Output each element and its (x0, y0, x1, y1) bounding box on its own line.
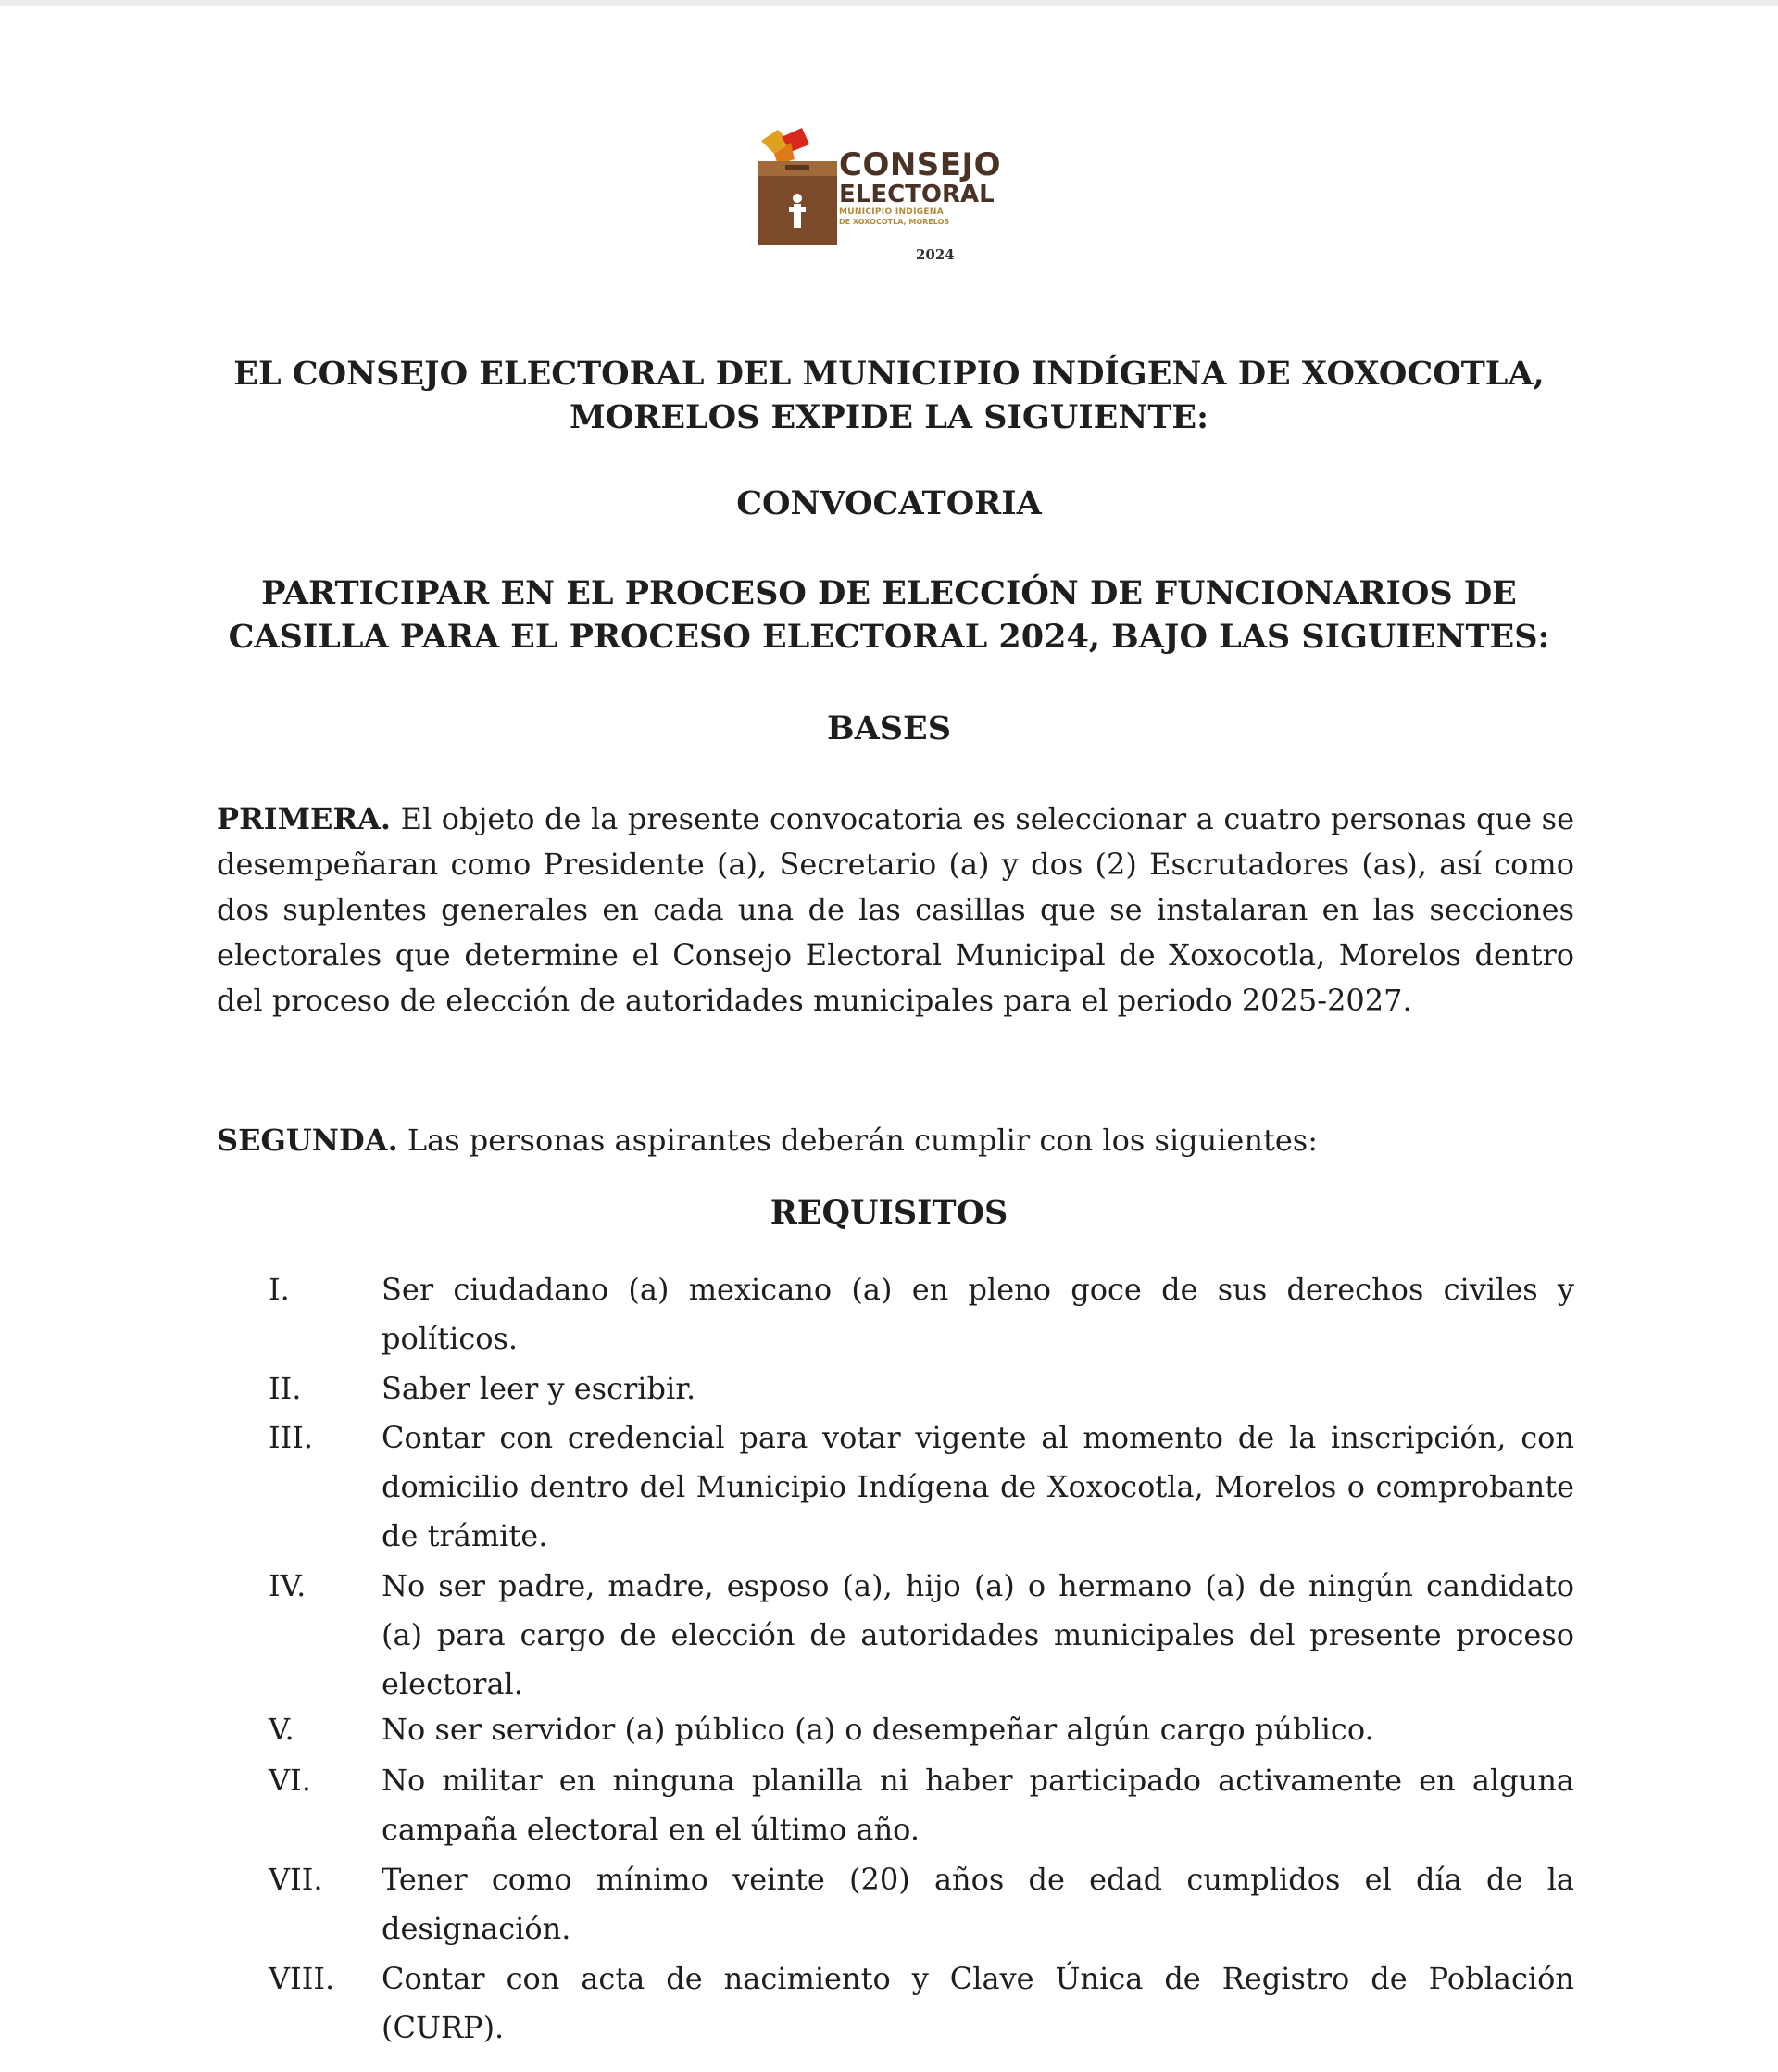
primera-text: El objeto de la presente convocatoria es seleccionar a cuatro personas que se desempeñaran como Presidente (a), Secretario (a) y dos (2) Escrutadores (as), así como dos suplentes generales en cada una de las casillas que se instalaran en las secciones electorales que determine el Consejo Electoral Municipal de Xoxocotla, Morelos dentro del proceso de elección de autoridades municipales para el periodo 2025-2027. (217, 801, 1575, 1018)
segunda-text: Las personas aspirantes deberán cumplir con los siguientes: (407, 1123, 1318, 1158)
segunda-label: SEGUNDA. (217, 1123, 398, 1158)
ballot-box-icon (754, 128, 839, 248)
logo-subtitle: ELECTORAL (839, 181, 995, 208)
list-item-number: V. (269, 1712, 294, 1747)
list-item-text: No ser padre, madre, esposo (a), hijo (a) o hermano (a) de ningún candidato (a) para cargo de elección de autoridades municipales del presente proceso electoral. (382, 1568, 1574, 1702)
issuer-heading: EL CONSEJO ELECTORAL DEL MUNICIPIO INDÍGENA DE XOXOCOTLA, MORELOS EXPIDE LA SIGUIENTE: (233, 355, 1545, 436)
list-item-number: VIII. (269, 1961, 335, 1996)
consejo-electoral-logo (754, 128, 1041, 276)
convocatoria-heading: CONVOCATORIA (736, 484, 1042, 522)
list-item-text: No militar en ninguna planilla ni haber participado activamente en alguna campaña electoral en el último año. (382, 1763, 1574, 1847)
primera-paragraph (217, 797, 1574, 1023)
list-item-number: III. (269, 1420, 314, 1455)
list-item-text: Saber leer y escribir. (382, 1371, 696, 1406)
logo-title: CONSEJO (839, 146, 1002, 183)
list-item-text: No ser servidor (a) público (a) o desempeñar algún cargo público. (382, 1712, 1374, 1747)
list-item-number: II. (269, 1371, 302, 1406)
logo-year: 2024 (916, 246, 955, 263)
logo-location: DE XOXOCOTLA, MORELOS (839, 218, 950, 226)
list-item-text: Ser ciudadano (a) mexicano (a) en pleno goce de sus derechos civiles y políticos. (382, 1272, 1574, 1356)
segunda-paragraph (217, 1118, 1574, 1163)
bases-heading: BASES (827, 710, 951, 747)
list-item-number: VII. (269, 1862, 323, 1897)
list-item-text: Contar con acta de nacimiento y Clave Única de Registro de Población (CURP). (382, 1961, 1574, 2045)
purpose-heading: PARTICIPAR EN EL PROCESO DE ELECCIÓN DE FUNCIONARIOS DE CASILLA PARA EL PROCESO ELECTORAL 2024, BAJO LAS SIGUIENTES: (228, 574, 1550, 656)
requisitos-heading: REQUISITOS (770, 1194, 1008, 1232)
list-item-text: Tener como mínimo veinte (20) años de edad cumplidos el día de la designación. (382, 1862, 1574, 1946)
list-item-number: I. (269, 1272, 290, 1307)
list-item-number: IV. (269, 1568, 307, 1603)
list-item-text: Contar con credencial para votar vigente al momento de la inscripción, con domicilio dentro del Municipio Indígena de Xoxocotla, Morelos o comprobante de trámite. (382, 1420, 1574, 1553)
top-border (0, 0, 1778, 6)
list-item-number: VI. (269, 1763, 311, 1798)
primera-label: PRIMERA. (217, 801, 391, 836)
logo-municipio: MUNICIPIO INDÍGENA (839, 207, 944, 217)
logo-text (839, 148, 1043, 227)
